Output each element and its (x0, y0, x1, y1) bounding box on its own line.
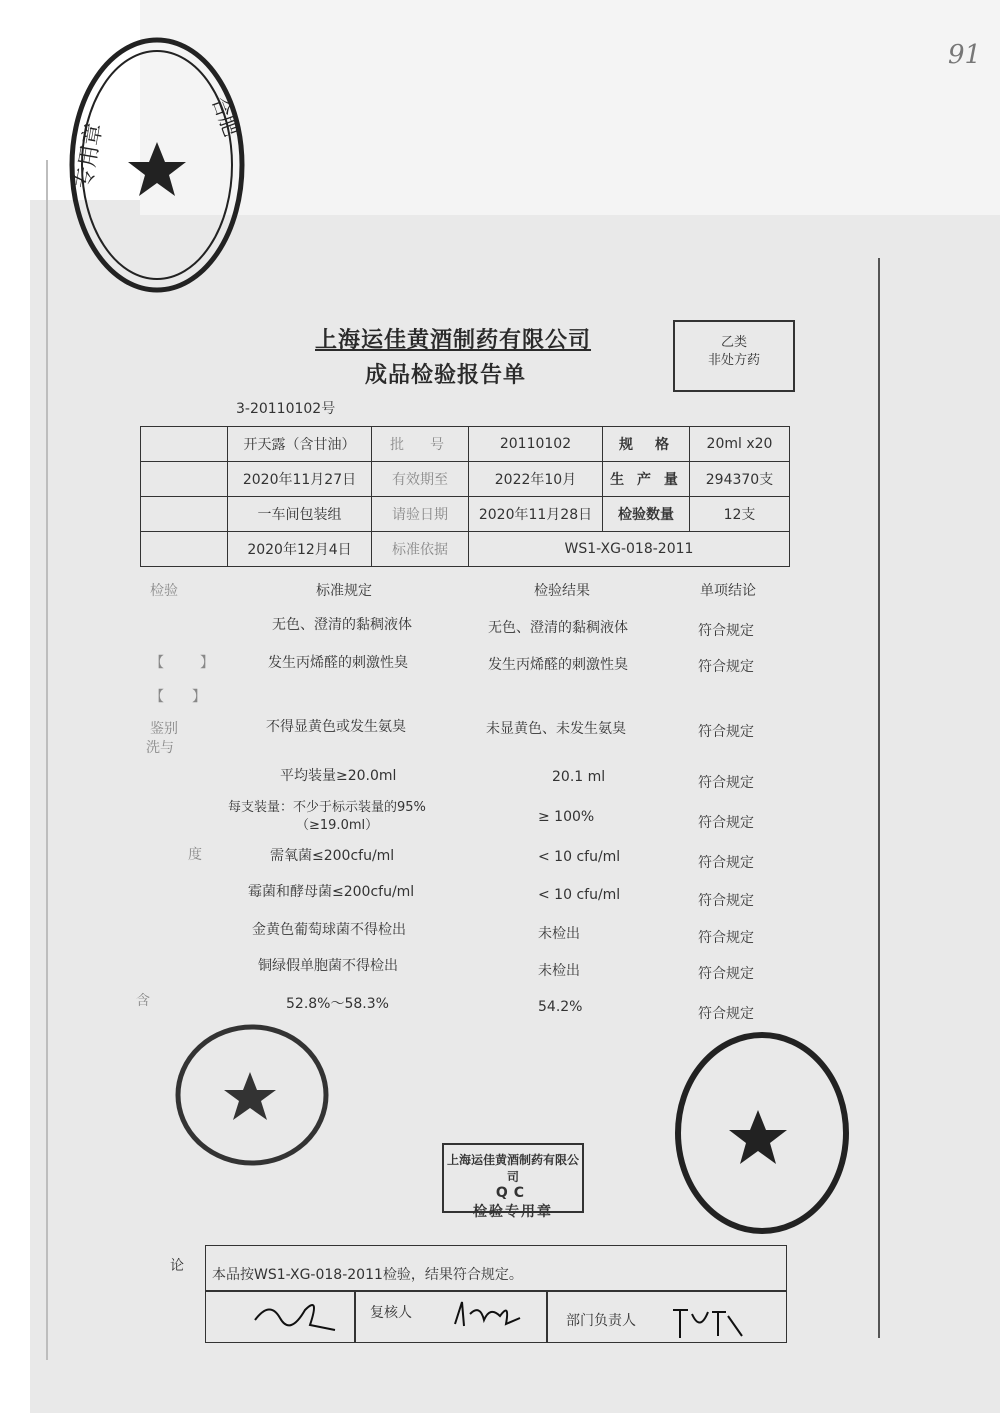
conclusion-label: 论 (170, 1258, 184, 1274)
result-avg-fill: 20.1 ml (552, 769, 606, 785)
conclusion-content: 符合规定 (698, 1006, 754, 1022)
conclusion-each-fill: 符合规定 (698, 815, 754, 831)
company-seal-top (62, 30, 252, 300)
results-header-result: 检验结果 (534, 583, 590, 599)
handwritten-page-number: 91 (948, 40, 982, 70)
category-otc: 非处方药 (707, 353, 760, 368)
report-number: 3-20110102号 (236, 401, 336, 417)
drug-category-box (673, 320, 795, 392)
production-date: 2020年11月27日 (228, 462, 372, 497)
reviewer-label: 复核人 (370, 1305, 412, 1321)
batch-number: 20110102 (469, 427, 603, 462)
quantity-label: 检验数量 (603, 497, 690, 532)
standard-pseudomonas: 铜绿假单胞菌不得检出 (258, 958, 398, 974)
category-class: 乙类 (720, 335, 747, 350)
standard-aerobic: 需氧菌≤200cfu/ml (270, 848, 395, 864)
dept-head-label: 部门负责人 (566, 1313, 636, 1329)
qc-stamp-company: 上海运佳黄酒制药有限公司 (446, 1153, 579, 1184)
qc-stamp-label: 检验专用章 (473, 1204, 553, 1220)
conclusion-appearance: 符合规定 (698, 623, 754, 639)
left-fragment: 】 (200, 655, 214, 671)
result-mold-yeast: < 10 cfu/ml (538, 887, 621, 903)
sheet-top-band (140, 0, 1000, 215)
request-date: 2020年11月28日 (469, 497, 603, 532)
scan-edge-right (878, 258, 880, 1338)
label-cell (141, 427, 228, 462)
left-fragment: 度 (188, 847, 202, 863)
result-content: 54.2% (538, 999, 583, 1015)
left-fragment: 鉴别 (150, 721, 178, 737)
conclusion-ammonia: 符合规定 (698, 724, 754, 740)
result-ammonia: 未显黄色、未发生氨臭 (486, 721, 626, 737)
pharma-seal-bottom-left (172, 1020, 332, 1170)
result-staph: 未检出 (538, 926, 580, 942)
expiry-label: 有效期至 (372, 462, 469, 497)
hospital-seal-bottom-right (672, 1028, 852, 1238)
label-cell (141, 532, 228, 567)
conclusion-staph: 符合规定 (698, 930, 754, 946)
spec-label: 规 格 (603, 427, 690, 462)
standard-ammonia: 不得显黄色或发生氨臭 (266, 719, 406, 735)
standard-appearance: 无色、澄清的黏稠液体 (272, 617, 412, 633)
table-row (141, 532, 790, 567)
report-date: 2020年12月4日 (228, 532, 372, 567)
left-fragment: 含 (136, 993, 150, 1009)
standard-identification: 发生丙烯醛的刺激性臭 (268, 655, 408, 671)
standard-content: 52.8%～58.3% (286, 996, 389, 1012)
table-row (141, 462, 790, 497)
standard-each-fill-min: （≥19.0ml） (296, 818, 379, 833)
request-date-label: 请验日期 (372, 497, 469, 532)
svg-text:专用章: 专用章 (71, 121, 108, 191)
output-value: 294370支 (690, 462, 790, 497)
company-name: 上海运佳黄酒制药有限公司 (315, 328, 592, 353)
left-fragment: 洗与 (146, 740, 174, 756)
expiry-date: 2022年10月 (469, 462, 603, 497)
label-cell (141, 497, 228, 532)
label-cell (141, 462, 228, 497)
standard-label: 标准依据 (372, 532, 469, 567)
result-appearance: 无色、澄清的黏稠液体 (488, 620, 628, 636)
result-aerobic: < 10 cfu/ml (538, 849, 621, 865)
results-header-standard: 标准规定 (316, 583, 372, 599)
batch-label: 批 号 (372, 427, 469, 462)
standard-each-fill: 每支装量：不少于标示装量的95% (228, 800, 426, 815)
svg-text:合肥: 合肥 (207, 93, 244, 140)
product-name: 开天露（含甘油） (228, 427, 372, 462)
conclusion-pseudomonas: 符合规定 (698, 966, 754, 982)
left-fragment: 【 】 (150, 689, 206, 705)
conclusion-mold-yeast: 符合规定 (698, 893, 754, 909)
result-pseudomonas: 未检出 (538, 963, 580, 979)
standard-value: WS1-XG-018-2011 (469, 532, 790, 567)
quantity-value: 12支 (690, 497, 790, 532)
conclusion-aerobic: 符合规定 (698, 855, 754, 871)
conclusion-text: 本品按WS1-XG-018-2011检验，结果符合规定。 (212, 1267, 523, 1283)
table-row (141, 497, 790, 532)
column-divider (546, 1290, 548, 1342)
reviewer-signature (450, 1294, 530, 1334)
standard-staph: 金黄色葡萄球菌不得检出 (252, 922, 406, 938)
results-header-conclusion: 单项结论 (700, 583, 756, 599)
standard-mold-yeast: 霉菌和酵母菌≤200cfu/ml (248, 884, 415, 900)
report-title: 成品检验报告单 (365, 363, 527, 388)
product-info-table (140, 426, 790, 567)
scan-edge-left (46, 160, 48, 1360)
column-divider (354, 1290, 356, 1342)
standard-avg-fill: 平均装量≥20.0ml (280, 768, 397, 784)
inspector-signature (250, 1290, 340, 1336)
conclusion-avg-fill: 符合规定 (698, 775, 754, 791)
dept-head-signature (668, 1302, 748, 1342)
qc-stamp-qc: QC (495, 1185, 531, 1201)
qc-inspection-stamp (442, 1143, 584, 1220)
results-header-item: 检验 (150, 583, 178, 599)
output-label: 生 产 量 (603, 462, 690, 497)
conclusion-identification: 符合规定 (698, 659, 754, 675)
left-fragment: 【 (150, 655, 164, 671)
result-identification: 发生丙烯醛的刺激性臭 (488, 657, 628, 673)
spec-value: 20ml x20 (690, 427, 790, 462)
result-each-fill: ≥ 100% (538, 809, 595, 825)
table-row (141, 427, 790, 462)
department: 一车间包装组 (228, 497, 372, 532)
